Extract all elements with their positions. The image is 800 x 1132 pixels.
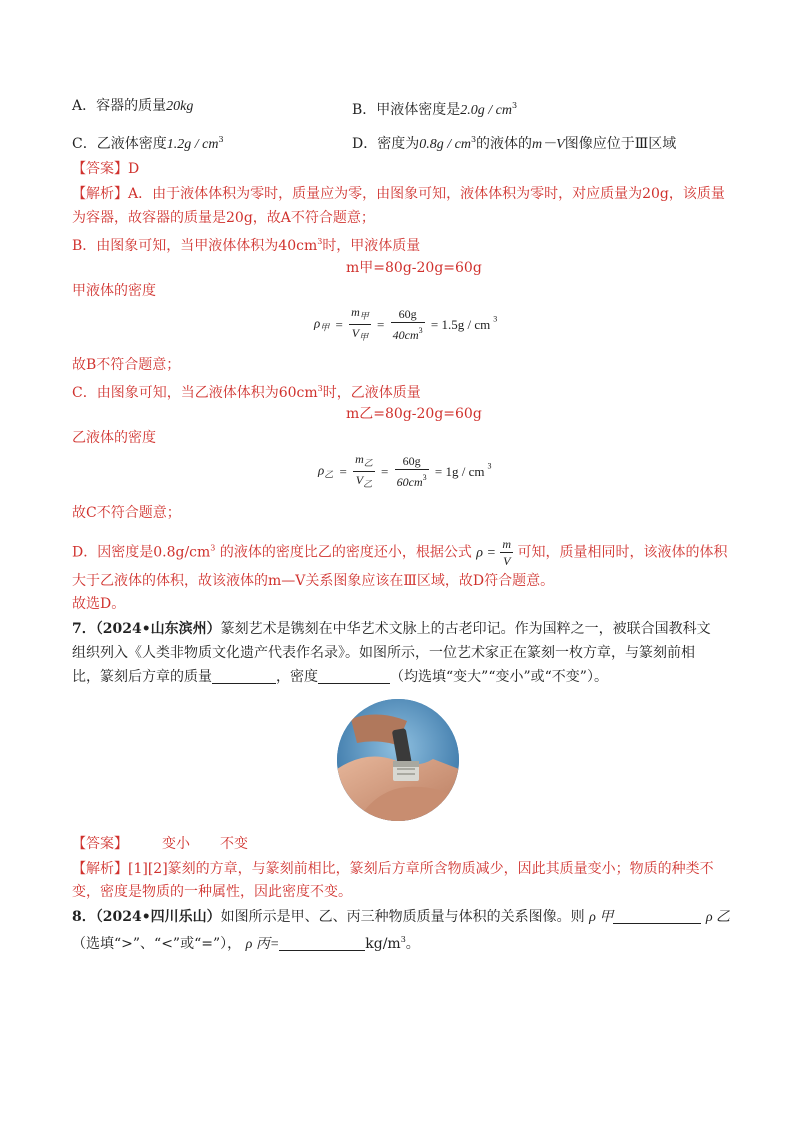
q7-answer: 【答案】 变小 不变	[72, 836, 248, 852]
q6-jia-density-label: 甲液体的密度	[72, 283, 156, 299]
fraction-m-over-v-3: $\frac{m}{V}$	[502, 537, 512, 568]
option-a: A．容器的质量20kg	[72, 98, 194, 114]
q6-d-line: D．因密度是$0.8g/cm^3$ 的液体的密度比乙的密度还小，根据公式 ρ = $\frac{m}{V}$ 可知，质量相同时，该液体的体积	[72, 537, 728, 568]
option-a-value: 20kg	[166, 99, 194, 114]
q6-answer: 【答案】D	[72, 161, 140, 177]
q6-c-conclusion: 故C不符合题意；	[72, 505, 181, 521]
q6-c-line: C．由图象可知，当乙液体体积为$60cm^3$时，乙液体质量	[72, 384, 421, 401]
q6-b-conclusion: 故B不符合题意；	[72, 357, 181, 373]
fraction-values-2: $\frac{60g}{60cm^3}$	[396, 454, 427, 489]
seal-carving-photo	[337, 699, 459, 821]
formula-jia-density: $\rho_甲$ = $\frac{m_甲}{V_甲}$ = $\frac{60g}{40cm^3}$ = 1.5g / cm $^3$	[314, 304, 497, 345]
q7-blank-2[interactable]	[318, 669, 390, 684]
q6-final: 故选D。	[72, 596, 126, 612]
q6-analysis-line1: 【解析】A．由于液体体积为零时，质量应为零，由图象可知，液体体积为零时，对应质量为20g，该质量	[72, 186, 725, 202]
q7-blank-1[interactable]	[212, 669, 276, 684]
q7-analysis-line1: 【解析】[1][2]篆刻的方章，与篆刻前相比，篆刻后方章所含物质减少，因此其质量变小；物质的种类不	[72, 861, 714, 877]
fraction-m-over-v-2: $\frac{m_乙}{V_乙}$	[353, 451, 375, 492]
q8-line2: （选填“>”、“<”或“=”）， ρ 丙= $kg/m^3$。	[72, 935, 420, 952]
q6-b-line: B．由图象可知，当甲液体体积为$40cm^3$时，甲液体质量	[72, 237, 421, 254]
option-b: B．甲液体密度是$2.0g / cm^3$	[352, 101, 518, 118]
q7-answer-2: 不变	[220, 836, 248, 852]
q7-analysis-line2: 变，密度是物质的一种属性，因此密度不变。	[72, 884, 352, 900]
option-d: D．密度为$0.8g / cm^3$的液体的m－V图像应位于Ⅲ区域	[352, 135, 677, 152]
q6-m-jia: m甲=80g-20g=60g	[346, 260, 482, 276]
fraction-m-over-v: $\frac{m_甲}{V_甲}$	[349, 304, 371, 345]
option-c: C．乙液体密度$1.2g / cm^3$	[72, 135, 224, 152]
q7-line3: 比，篆刻后方章的质量 ，密度 （均选填“变大”“变小”或“不变”）。	[72, 669, 608, 685]
q8-line1: 8．（2024•四川乐山）如图所示是甲、乙、丙三种物质质量与体积的关系图像。则 ρ 甲 ρ 乙	[72, 909, 731, 925]
q8-blank-1[interactable]	[613, 909, 701, 924]
formula-yi-density: $\rho_乙$ = $\frac{m_乙}{V_乙}$ = $\frac{60g}{60cm^3}$ = 1g / cm $^3$	[318, 451, 491, 492]
fraction-values: $\frac{60g}{40cm^3}$	[392, 307, 423, 342]
q7-answer-1: 变小	[162, 836, 190, 852]
q7-line1: 7．（2024•山东滨州）篆刻艺术是镌刻在中华艺术文脉上的古老印记。作为国粹之一，被联合国教科文	[72, 621, 711, 637]
q6-yi-density-label: 乙液体的密度	[72, 430, 156, 446]
q7-line2: 组织列入《人类非物质文化遗产代表作名录》。如图所示，一位艺术家正在篆刻一枚方章，与篆刻前相	[72, 645, 695, 661]
q8-blank-2[interactable]	[279, 936, 365, 951]
q6-d-line2: 大于乙液体的体积，故该液体的m—V关系图象应该在Ⅲ区域，故D符合题意。	[72, 573, 555, 589]
q6-analysis-line2: 为容器，故容器的质量是20g，故A不符合题意；	[72, 210, 375, 226]
q6-m-yi: m乙=80g-20g=60g	[346, 406, 482, 422]
carving-illustration	[337, 699, 459, 821]
